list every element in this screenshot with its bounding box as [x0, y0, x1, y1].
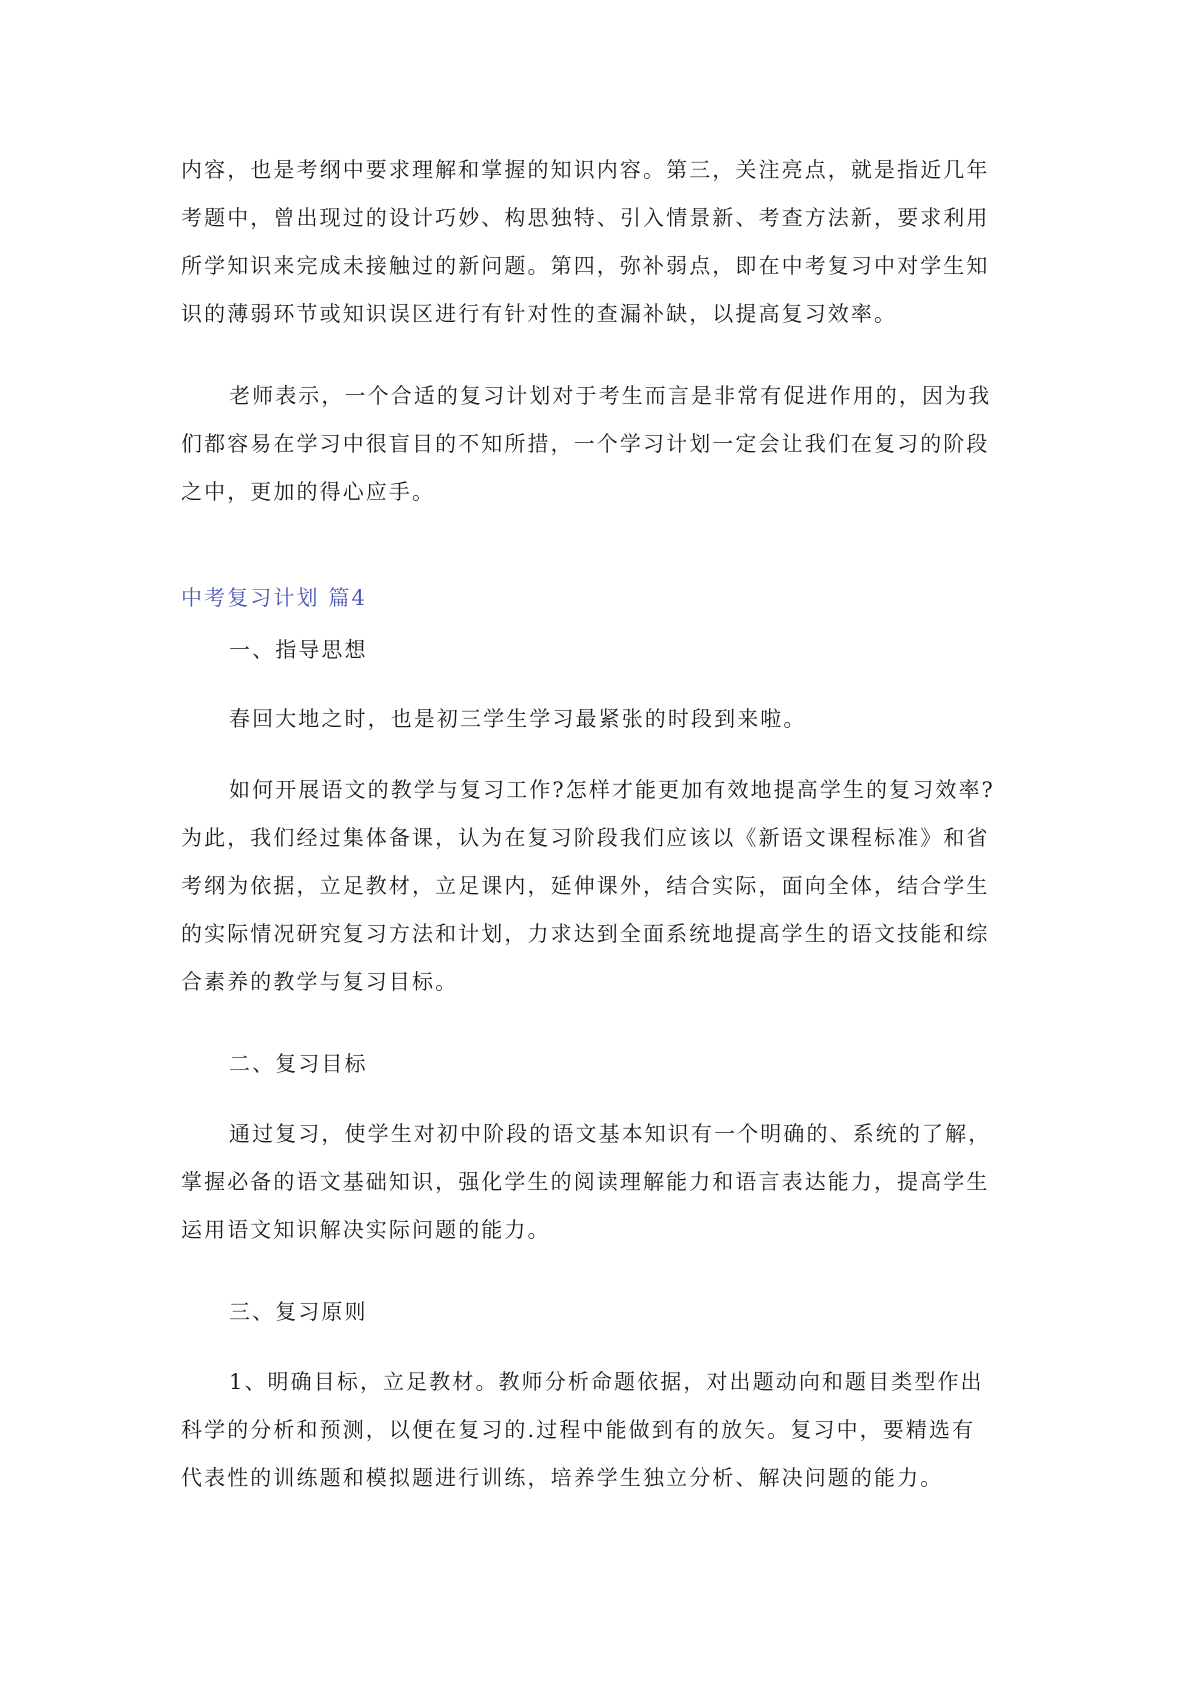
how-paragraph: [181, 766, 1011, 1006]
how-line-3: 考纲为依据，立足教材，立足课内，延伸课外，结合实际，面向全体，结合学生: [181, 874, 990, 898]
goal-line-2: 掌握必备的语文基础知识，强化学生的阅读理解能力和语言表达能力，提高学生: [181, 1170, 990, 1194]
how-line-4: 的实际情况研究复习方法和计划，力求达到全面系统地提高学生的语文技能和综: [181, 922, 990, 946]
intro-line-1: 内容，也是考纲中要求理解和掌握的知识内容。第三，关注亮点，就是指近几年: [181, 158, 990, 182]
intro-line-4: 识的薄弱环节或知识误区进行有针对性的查漏补缺，以提高复习效率。: [181, 302, 898, 326]
principle-paragraph: [181, 1358, 1011, 1502]
principle-line-3: 代表性的训练题和模拟题进行训练，培养学生独立分析、解决问题的能力。: [181, 1466, 944, 1490]
intro-paragraph: [181, 146, 1011, 338]
heading-review-principles: [181, 1288, 1011, 1336]
spring-line: 春回大地之时，也是初三学生学习最紧张的时段到来啦。: [229, 707, 807, 731]
principle-line-2: 科学的分析和预测，以便在复习的.过程中能做到有的放矢。复习中，要精选有: [181, 1418, 976, 1442]
teacher-paragraph: [181, 372, 1011, 516]
goal-line-1: 通过复习，使学生对初中阶段的语文基本知识有一个明确的、系统的了解，: [229, 1122, 992, 1146]
heading-2-text: 二、复习目标: [229, 1052, 368, 1076]
how-line-5: 合素养的教学与复习目标。: [181, 970, 459, 994]
teacher-line-1: 老师表示，一个合适的复习计划对于考生而言是非常有促进作用的，因为我: [229, 384, 992, 408]
goal-paragraph: [181, 1110, 1011, 1254]
heading-guiding-thought: [181, 626, 1011, 674]
spring-paragraph: [181, 695, 1011, 743]
heading-3-text: 三、复习原则: [229, 1300, 368, 1324]
teacher-line-2: 们都容易在学习中很盲目的不知所措，一个学习计划一定会让我们在复习的阶段: [181, 432, 990, 456]
heading-review-goals: [181, 1040, 1011, 1088]
intro-line-2: 考题中，曾出现过的设计巧妙、构思独特、引入情景新、考查方法新，要求利用: [181, 206, 990, 230]
teacher-line-3: 之中，更加的得心应手。: [181, 480, 436, 504]
how-line-2: 为此，我们经过集体备课，认为在复习阶段我们应该以《新语文课程标准》和省: [181, 826, 990, 850]
how-line-1: 如何开展语文的教学与复习工作?怎样才能更加有效地提高学生的复习效率?: [229, 778, 995, 802]
principle-line-1: 1、明确目标，立足教材。教师分析命题依据，对出题动向和题目类型作出: [229, 1370, 984, 1394]
heading-1-text: 一、指导思想: [229, 638, 368, 662]
intro-line-3: 所学知识来完成未接触过的新问题。第四，弥补弱点，即在中考复习中对学生知: [181, 254, 990, 278]
section-title-link[interactable]: 中考复习计划 篇4: [181, 586, 367, 610]
goal-line-3: 运用语文知识解决实际问题的能力。: [181, 1218, 551, 1242]
